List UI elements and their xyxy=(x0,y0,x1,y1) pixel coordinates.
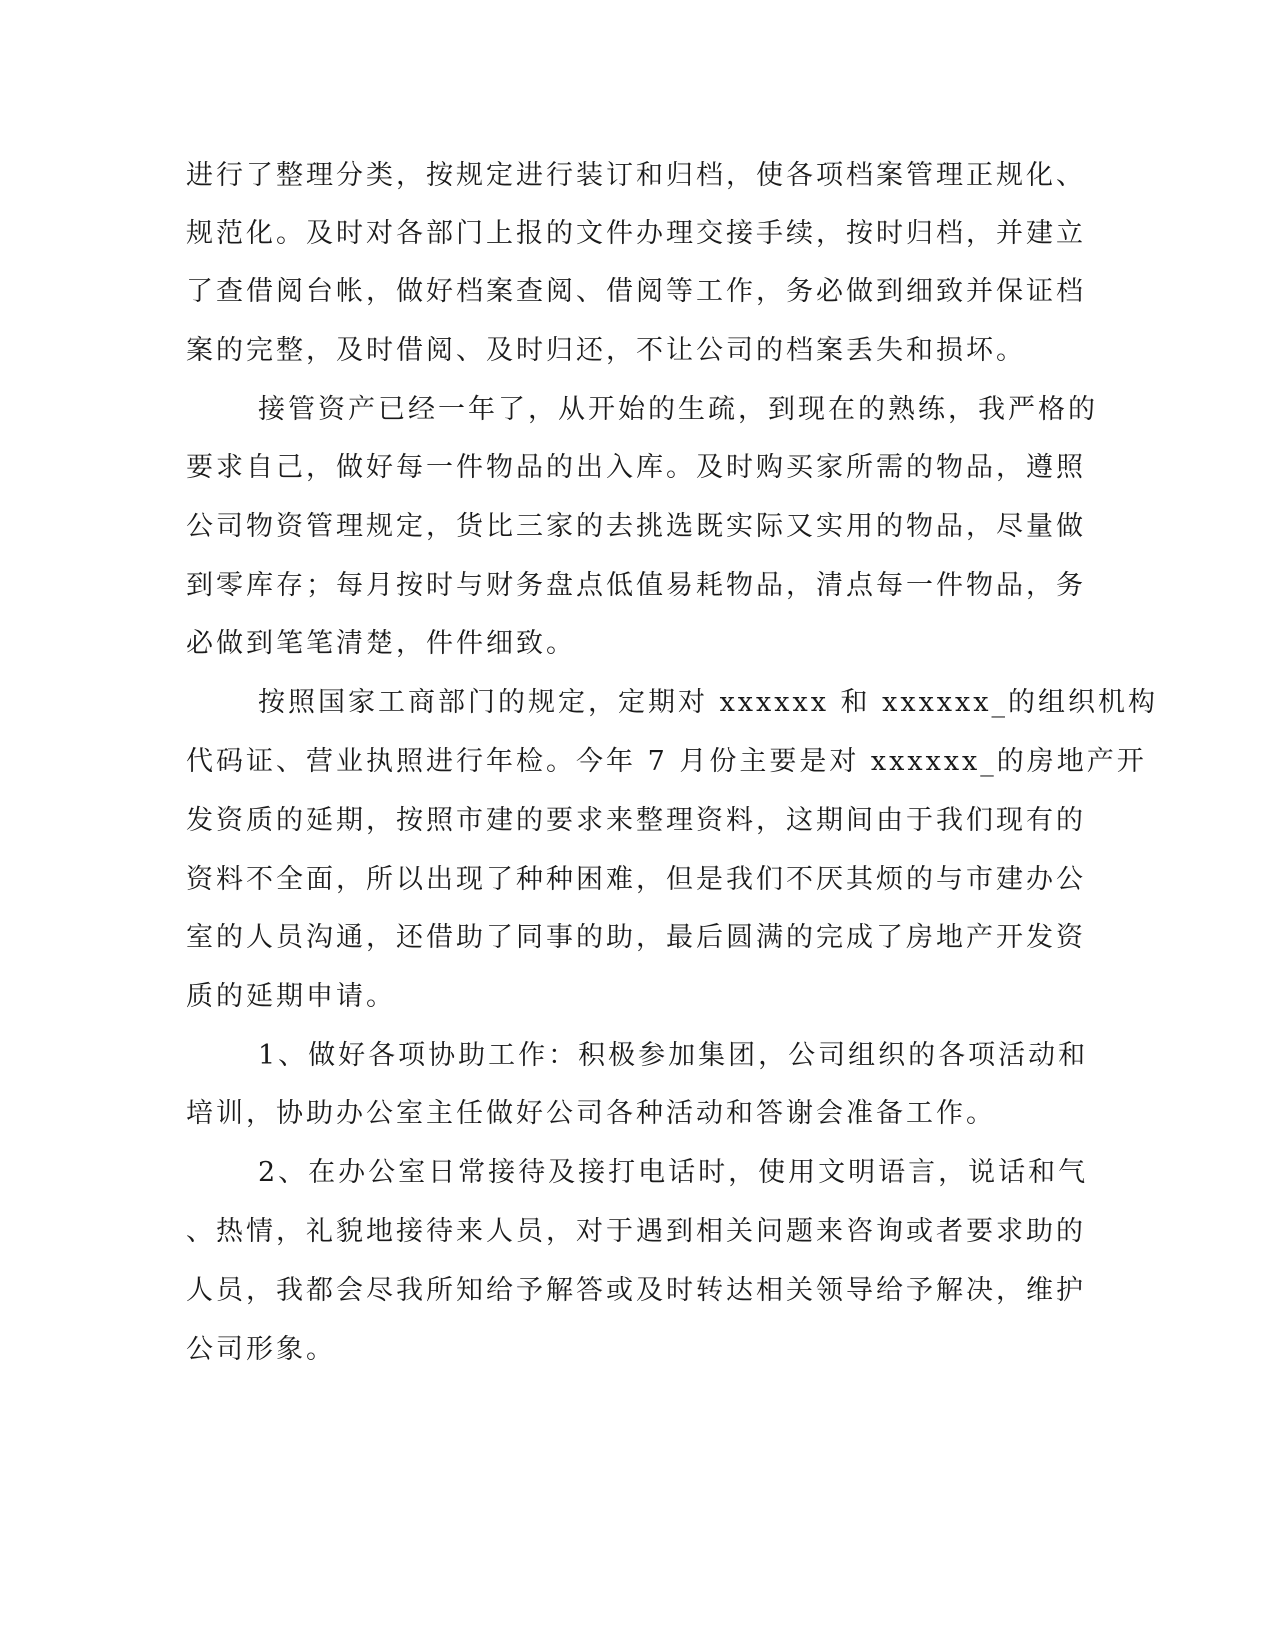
text-line: 公司物资管理规定，货比三家的去挑选既实际又实用的物品，尽量做 xyxy=(186,511,1086,542)
text-line: 规范化。及时对各部门上报的文件办理交接手续，按时归档，并建立 xyxy=(186,218,1086,249)
text-line: 资料不全面，所以出现了种种困难，但是我们不厌其烦的与市建办公 xyxy=(186,864,1086,895)
paragraph-first-line: 2、在办公室日常接待及接打电话时，使用文明语言，说话和气 xyxy=(258,1157,1089,1188)
text-line: 室的人员沟通，还借助了同事的助，最后圆满的完成了房地产开发资 xyxy=(186,922,1086,953)
text-line: 、热情，礼貌地接待来人员，对于遇到相关问题来咨询或者要求助的 xyxy=(186,1216,1086,1247)
text-line: 培训，协助办公室主任做好公司各种活动和答谢会准备工作。 xyxy=(186,1098,996,1129)
text-line: 了查借阅台帐，做好档案查阅、借阅等工作，务必做到细致并保证档 xyxy=(186,276,1086,307)
text-line: 要求自己，做好每一件物品的出入库。及时购买家所需的物品，遵照 xyxy=(186,452,1086,483)
text-line: 进行了整理分类，按规定进行装订和归档，使各项档案管理正规化、 xyxy=(186,160,1086,191)
text-line: 代码证、营业执照进行年检。今年 7 月份主要是对 xxxxxx_的房地产开 xyxy=(186,746,1147,777)
text-line: 案的完整，及时借阅、及时归还，不让公司的档案丢失和损坏。 xyxy=(186,335,1026,366)
paragraph-first-line: 按照国家工商部门的规定，定期对 xxxxxx 和 xxxxxx_的组织机构 xyxy=(258,687,1158,718)
paragraph-first-line: 1、做好各项协助工作：积极参加集团，公司组织的各项活动和 xyxy=(258,1040,1089,1071)
text-line: 质的延期申请。 xyxy=(186,981,396,1012)
text-line: 必做到笔笔清楚，件件细致。 xyxy=(186,628,576,659)
text-line: 发资质的延期，按照市建的要求来整理资料，这期间由于我们现有的 xyxy=(186,805,1086,836)
text-line: 公司形象。 xyxy=(186,1334,336,1365)
text-line: 到零库存；每月按时与财务盘点低值易耗物品，清点每一件物品，务 xyxy=(186,570,1086,601)
paragraph-first-line: 接管资产已经一年了，从开始的生疏，到现在的熟练，我严格的 xyxy=(258,394,1098,425)
text-line: 人员，我都会尽我所知给予解答或及时转达相关领导给予解决，维护 xyxy=(186,1275,1086,1306)
